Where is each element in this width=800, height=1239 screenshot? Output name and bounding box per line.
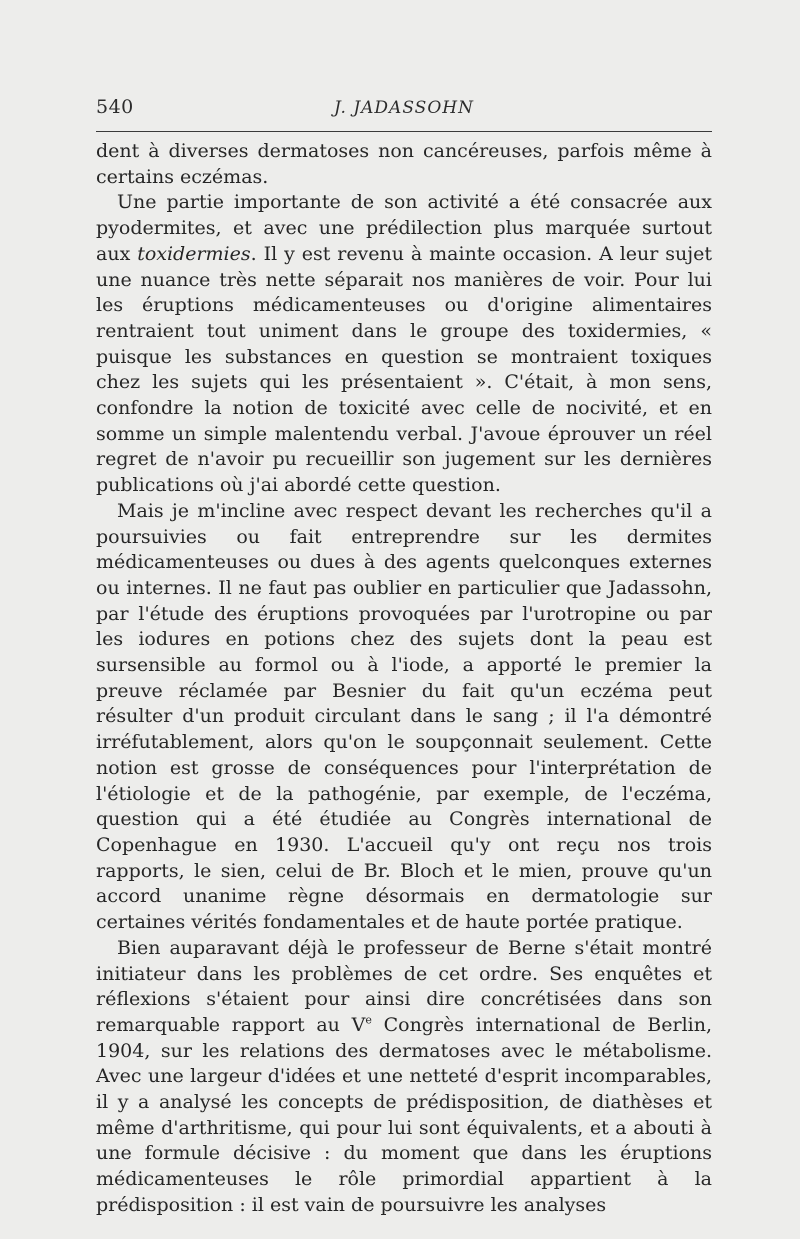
- paragraph-text: Mais je m'incline avec respect devant les recherches qu'il a poursuivies ou fait entreprendre sur les dermites médicamenteuses ou dues à des agents quelconques externes ou internes. Il ne faut pas oublier en particulier que Jadassohn, par l'étude des éruptions provoquées par l'urotropine ou par les iodures en potions chez des sujets dont la peau est sursensible au formol ou à l'iode, a apporté le premier la preuve réclamée par Besnier du fait qu'un eczéma peut résulter d'un produit circulant dans le sang ; il l'a démontré irréfutablement, alors qu'on le soupçonnait seulement. Cette notion est grosse de conséquences pour l'interprétation de l'étiologie et de la pathogénie, par exemple, de l'eczéma, question qui a été étudiée au Congrès international de Copenhague en 1930. L'accueil qu'y ont reçu nos trois rapports, le sien, celui de Br. Bloch et le mien, prouve qu'un accord unanime règne désormais en dermatologie sur certaines vérités fondamentales et de haute portée pratique.: [96, 499, 712, 934]
- page-header: [96, 96, 712, 126]
- paragraph-text: dent à diverses dermatoses non cancéreuses, parfois même à certains eczémas.: [96, 140, 712, 188]
- running-head: J. JADASSOHN: [334, 98, 474, 118]
- body-text: [96, 139, 712, 1219]
- paragraph-text: . Il y est revenu à mainte occasion. A leur sujet une nuance très nette séparait nos manières de voir. Pour lui les éruptions médicamenteuses ou d'origine alimentaires rentraient tout uniment dans le groupe des toxidermies, « puisque les substances en question se montraient toxiques chez les sujets qui les présentaient ». C'était, à mon sens, confondre la notion de toxicité avec celle de nocivité, et en somme un simple malentendu verbal. J'avoue éprouver un réel regret de n'avoir pu recueillir son jugement sur les dernières publications où j'ai abordé cette question.: [96, 242, 712, 497]
- paragraph-text: Congrès international de Berlin, 1904, sur les relations des dermatoses avec le métabolisme. Avec une largeur d'idées et une netteté d'esprit incomparables, il y a analysé les concepts de prédisposition, de diathèses et même d'arthritisme, qui pour lui sont équivalents, et a abouti à une formule décisive : du moment que dans les éruptions médicamenteuses le rôle primordial appartient à la prédisposition : il est vain de poursuivre les analyses: [96, 1013, 712, 1216]
- paragraph: [96, 139, 712, 190]
- paragraph: [96, 190, 712, 498]
- paragraph-text: Une partie importante de son activité a été consacrée aux pyodermites, et avec une prédilection plus marquée surtout aux: [96, 191, 712, 265]
- paragraph: [96, 499, 712, 936]
- paragraph: [96, 936, 712, 1219]
- paragraph-text: Bien auparavant déjà le professeur de Berne s'était montré initiateur dans les problèmes de cet ordre. Ses enquêtes et réflexions s'étaient pour ainsi dire concrétisées dans son remarquable rapport au V: [96, 936, 712, 1036]
- header-rule: [96, 131, 712, 132]
- italic-text: toxidermies: [137, 242, 251, 265]
- superscript-text: e: [365, 1013, 372, 1027]
- page-number: 540: [96, 96, 134, 118]
